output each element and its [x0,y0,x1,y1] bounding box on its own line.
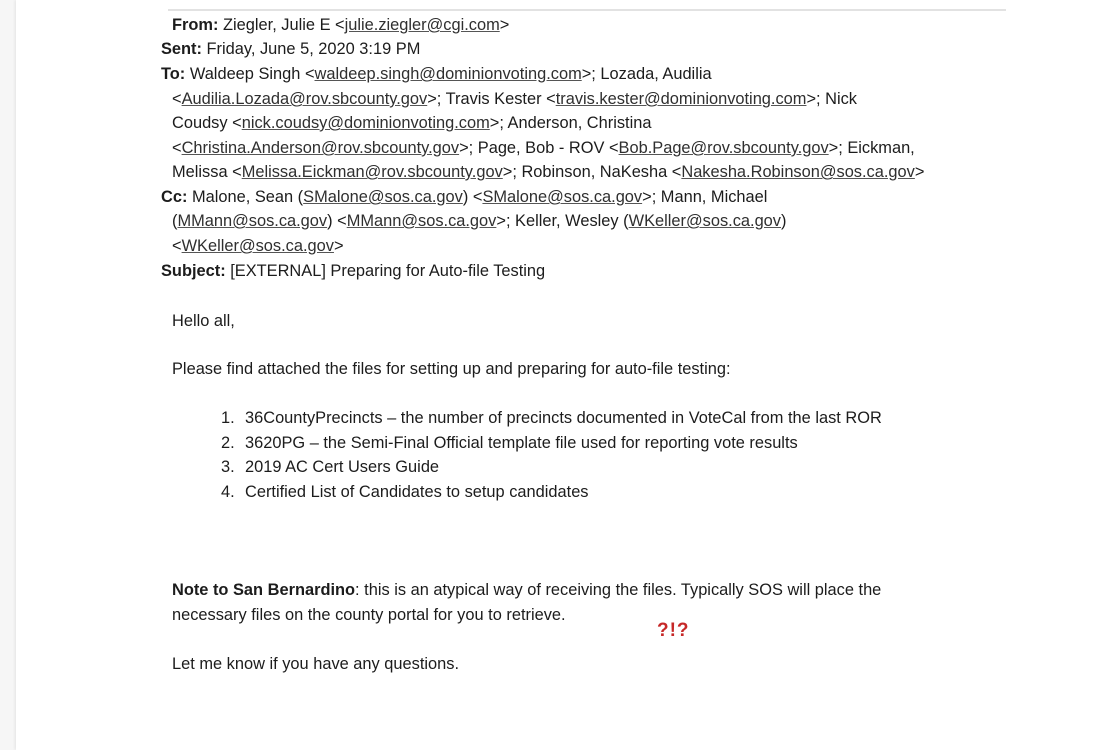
email-link[interactable]: Melissa.Eickman@rov.sbcounty.gov [241,163,503,181]
email-link[interactable]: MMann@sos.ca.gov [346,212,497,230]
email-link[interactable]: SMalone@sos.ca.gov [482,188,643,206]
divider [168,9,1006,11]
to-line-5: Melissa <Melissa.Eickman@rov.sbcounty.gov>; Robinson, NaKesha <Nakesha.Robinson@sos.ca.gov> [172,163,925,181]
list-item: 4. Certified List of Candidates to setup candidates [221,483,589,501]
sent-line: Sent: Friday, June 5, 2020 3:19 PM [161,40,421,58]
to-line-2: <Audilia.Lozada@rov.sbcounty.gov>; Travis Kester <travis.kester@dominionvoting.com>; Nick [172,90,858,108]
to-line-3: Coudsy <nick.coudsy@dominionvoting.com>; Anderson, Christina [172,114,652,132]
to-line-4: <Christina.Anderson@rov.sbcounty.gov>; Page, Bob - ROV <Bob.Page@rov.sbcounty.gov>; Eickman, [172,139,915,157]
handwritten-annotation: ?!? [657,620,690,641]
email-link[interactable]: WKeller@sos.ca.gov [628,212,781,230]
to-line-1: To: Waldeep Singh <waldeep.singh@dominionvoting.com>; Lozada, Audilia [161,65,712,83]
email-link[interactable]: Audilia.Lozada@rov.sbcounty.gov [181,90,428,108]
list-item: 2. 3620PG – the Semi-Final Official template file used for reporting vote results [221,434,798,452]
intro-text: Please find attached the files for setting up and preparing for auto-file testing: [172,360,731,378]
note-label: Note to San Bernardino [172,581,356,599]
subject-line: Subject: [EXTERNAL] Preparing for Auto-file Testing [161,262,546,280]
from-email-link[interactable]: julie.ziegler@cgi.com [344,16,500,34]
cc-line-2: (MMann@sos.ca.gov) <MMann@sos.ca.gov>; Keller, Wesley (WKeller@sos.ca.gov) [172,212,787,230]
email-link[interactable]: nick.coudsy@dominionvoting.com [241,114,490,132]
cc-line-1: Cc: Malone, Sean (SMalone@sos.ca.gov) <SMalone@sos.ca.gov>; Mann, Michael [161,188,768,206]
email-link[interactable]: travis.kester@dominionvoting.com [555,90,807,108]
email-link[interactable]: MMann@sos.ca.gov [177,212,328,230]
closing-text: Let me know if you have any questions. [172,655,460,673]
note-line-1: Note to San Bernardino: this is an atypical way of receiving the files. Typically SOS will place the [172,581,882,599]
email-link[interactable]: SMalone@sos.ca.gov [303,188,463,206]
note-line-2: necessary files on the county portal for you to retrieve. [172,606,566,624]
from-line: From: Ziegler, Julie E <julie.ziegler@cgi.com> [172,16,510,34]
email-link[interactable]: Bob.Page@rov.sbcounty.gov [618,139,829,157]
greeting: Hello all, [172,312,235,330]
cc-line-3: <WKeller@sos.ca.gov> [172,237,344,255]
list-item: 3. 2019 AC Cert Users Guide [221,458,440,476]
list-item: 1. 36CountyPrecincts – the number of precincts documented in VoteCal from the last ROR [221,409,882,427]
email-link[interactable]: waldeep.singh@dominionvoting.com [314,65,582,83]
email-link[interactable]: Christina.Anderson@rov.sbcounty.gov [181,139,460,157]
email-link[interactable]: WKeller@sos.ca.gov [181,237,334,255]
email-link[interactable]: Nakesha.Robinson@sos.ca.gov [681,163,915,181]
